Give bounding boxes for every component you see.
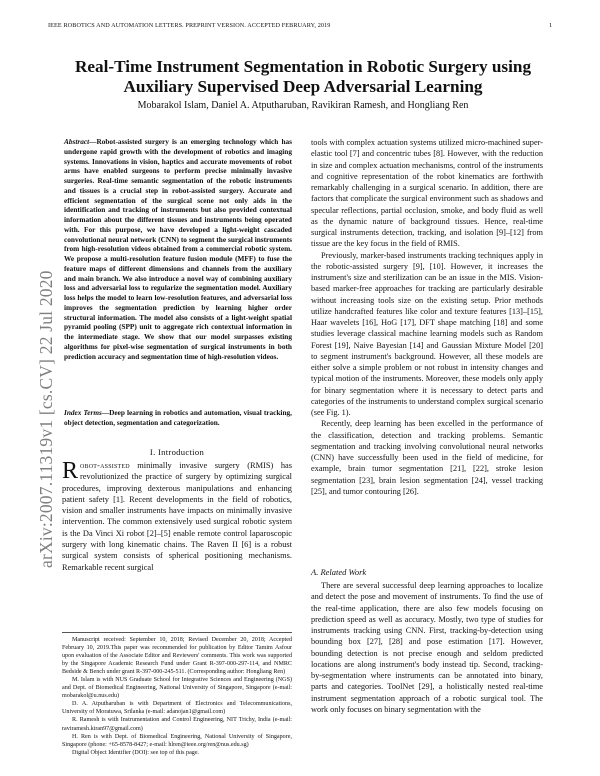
intro-first-word: obot-assisted: [80, 461, 130, 470]
abstract-text: —Robot-assisted surgery is an emerging technology which has undergone rapid growth with the development of robotics and imaging systems. Innovations in vision, haptics and accurate movements of robot arms have enabled surgeons to perform precise minimally invasive surgeries. Real-time semantic segmentation of the robotic instruments and tissues is a crucial step in robot-assisted surgery. Accurate and efficient segmentation of the surgical scene not only aids in the identification and tracking of instruments but also provided contextual information about the different tissues and instruments being operated with. For this purpose, we have developed a light-weight cascaded convolutional neural network (CNN) to segment the surgical instruments from high-resolution videos obtained from a commercial robotic system. We propose a multi-resolution feature fusion module (MFF) to fuse the feature maps of different dimensions and channels from the auxiliary and main branch. We also introduce a novel way of combining auxiliary loss and adversarial loss to regularize the segmentation model. Auxiliary loss helps the model to learn low-resolution features, and adversarial loss improves the segmentation prediction by learning higher order structural information. The model also consists of a light-weight spatial pyramid pooling (SPP) unit to aggregate rich contextual information in the intermediate stage. We show that our model surpasses existing algorithms for pixel-wise segmentation of surgical instruments in both prediction accuracy and segmentation time of high-resolution videos.: [64, 137, 292, 361]
subsection-heading-related-work: A. Related Work: [311, 567, 367, 577]
related-work-text: [311, 580, 543, 715]
abstract-label: Abstract: [64, 137, 90, 146]
footnote-author-ramesh: R. Ramesh is with Instrumentation and Control Engineering, NIT Trichy, India (e-mail: raviramesh.kiran97@gmail.com): [62, 717, 292, 732]
footnote-doi: Digital Object Identifier (DOI): see top of this page.: [72, 749, 200, 756]
paper-title: Real-Time Instrument Segmentation in Robotic Surgery using Auxiliary Supervised Deep Adversarial Learning: [74, 57, 532, 96]
running-head: IEEE ROBOTICS AND AUTOMATION LETTERS. PREPRINT VERSION. ACCEPTED FEBRUARY, 2019: [48, 22, 331, 29]
intro-text: minimally invasive surgery (RMIS) has revolutionized the practice of surgery by optimizing surgical procedures, improving dexterous manipulations and enhancing patient safety [1]. Recent developments in the field of robotics, vision and smaller instruments have impacts on minimally invasive intervention. The common extensively used surgical robotic system is the Da Vinci Xi robot [2]–[5] enable remote control laparoscopic surgery with long kinematic chains. The Raven II [6] is a robust surgical system consists of spherical positioning mechanisms. Remarkable recent surgical: [62, 461, 292, 572]
page-number: 1: [549, 22, 553, 29]
drop-cap: R: [62, 458, 79, 484]
arxiv-identifier-stamp[interactable]: arXiv:2007.11319v1 [cs.CV] 22 Jul 2020: [36, 270, 56, 568]
right-column-text: [311, 137, 543, 497]
paragraph: There are several successful deep learning approaches to localize and detect the pose and movement of instruments. To find the use of the real-time application, there are also few models focusing on prediction speed as well as accuracy. Mostly, two type of studies for instruments tracking using CNN. First, tracking-by-detection using bounding box [27], [28] and pose estimation [17]. However, bounding detection is not precise enough and seldom predicted locations are along instrument's body instead tip. Second, tracking-by-segmentation where instruments can be annotated into binary, parts and categories. ToolNet [29], a holistically nested real-time instrument segmentation approach of a robotic surgical tool. The work only focuses on binary segmentation with the: [311, 581, 543, 714]
footnote-divider: [62, 632, 292, 633]
footnotes: [62, 636, 292, 757]
paragraph: Previously, marker-based instruments tracking techniques apply in the robotic-assisted surgery [9], [10]. However, it increases the instrument's size and sterilization can be an issue in the MIS. Vision-based marker-free approaches for tracking are particularly desirable without increasing tools size on the existing setup. Prior methods utilize handcrafted features like color and texture features [13]–[15], Haar wavelets [16], HoG [17], DFT shape matching [18] and some studies leverage classical machine learning models such as Random Forest [19], Naive Bayesian [14] and Gaussian Mixture Model [20] to segment instrument's background. However, all these models are either solve a simple problem or not robust in intensity changes and typical motion of the instruments. Moreover, these models only apply for binary segmentation where it is necessary to detect parts and categories of the instruments to understand complex surgical scenario (see Fig. 1).: [311, 250, 543, 417]
footnote-author-atputharuban: D. A. Atputharuban is with Department of Electronics and Telecommunications, University of Moratuwa, Srilanka (e-mail: adanojan1@gmail.com): [62, 701, 292, 716]
index-terms: [64, 408, 292, 428]
abstract: [64, 137, 292, 361]
paragraph: Recently, deep learning has been excelled in the performance of the classification, detection and tracking problems. Semantic segmentation and tracking involving convolutional neural networks (CNN) have successfully been used in the field of medicine, for example, brain tumor segmentation [21], [22], stroke lesion segmentation [23], brain lesion segmentation [24], vessel tracking [25], and tumor contouring [26].: [311, 419, 543, 496]
footnote-manuscript: Manuscript received: September 10, 2018; Revised December 20, 2018; Accepted February 10, 2019.This paper was recommended for publication by Editor Tamim Asfour upon evaluation of the Associate Editor and Reviewers' comments. This work was supported by the Singapore Academic Research Fund under Grant R-397-000-297-114, and NMRC Bedside & Bench under grant R-397-000-245-511. (Corresponding author: Hongliang Ren): [62, 637, 292, 676]
index-terms-label: Index Terms: [64, 408, 102, 417]
section-heading-introduction: I. Introduction: [149, 447, 205, 457]
footnote-author-ren: H. Ren is with Dept. of Biomedical Engineering, National University of Singapore, Singapore (phone: +65-8578-8427; e-mail: hlren@ieee.org/ren@nus.edu.sg): [62, 733, 292, 748]
footnote-author-islam: M. Islam is with NUS Graduate School for Integrative Sciences and Engineering (NGS) and Dept. of Biomedical Engineering, National University of Singapore, Singapore (e-mail: mobarakol@u.nus.edu): [62, 677, 292, 700]
introduction-paragraph: [62, 460, 292, 573]
index-terms-text: —Deep learning in robotics and automation, visual tracking, object detection, segmentation and categorization.: [64, 408, 292, 427]
author-list: Mobarakol Islam, Daniel A. Atputharuban, Ravikiran Ramesh, and Hongliang Ren: [137, 100, 469, 111]
paragraph: tools with complex actuation systems utilized micro-machined super-elastic tool [7] and concentric tubes [8]. However, with the reduction in size and complex actuation mechanisms, control of the instruments and cognitive representation of the robot kinematics are forthwith remarkably challenging in a surgical scenario. In addition, there are factors that complicate the surgical environment such as shadows and specular reflections, partial occlusion, smoke, and body fluid as well as the dynamic nature of background tissues. Hence, real-time surgical instruments detection, tracking, and isolation [9]–[12] from tissue are the key focus in the field of RMIS.: [311, 138, 543, 249]
